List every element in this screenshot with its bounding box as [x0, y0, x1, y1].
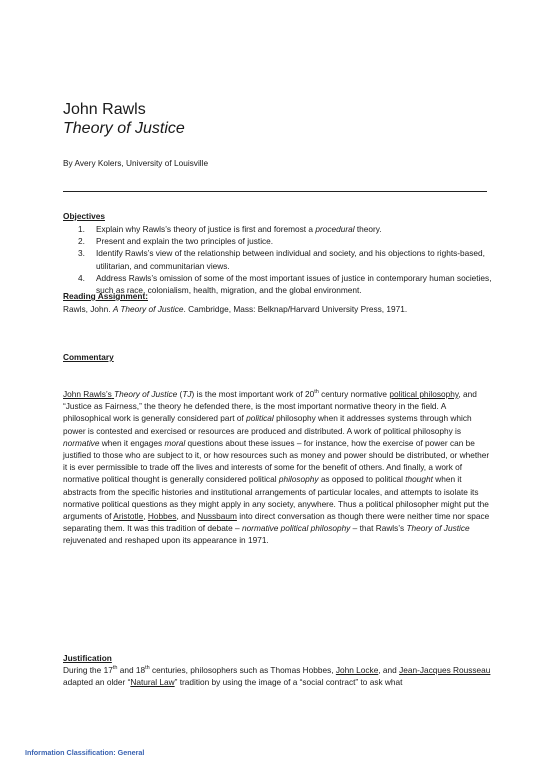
link-aristotle[interactable]: Aristotle: [113, 511, 144, 522]
link-hobbes[interactable]: Hobbes: [147, 511, 177, 522]
text: ) is the most important work of 20: [191, 389, 315, 399]
justification-heading: Justification: [63, 653, 112, 663]
objective-number: 2.: [78, 236, 85, 247]
link-john-rawls[interactable]: John Rawls’s: [63, 389, 112, 399]
objective-text: Address Rawls’s omission of some of the most important issues of justice in contemporary human societies, such as race, colonialism, health, migration, and the global environment.: [96, 272, 492, 296]
objectives-list: [63, 223, 493, 296]
book-title: Theory of Justice: [114, 389, 178, 399]
citation-text: . Cambridge, Mass: Belknap/Harvard University Press, 1971.: [183, 304, 408, 314]
author-byline: By Avery Kolers, University of Louisville: [63, 158, 209, 168]
superscript: th: [314, 389, 319, 395]
superscript: th: [112, 665, 118, 671]
emphasis: thought: [405, 474, 433, 485]
reading-citation: [63, 303, 407, 315]
text: rejuvenated and reshaped upon its appearance in 1971.: [63, 535, 269, 546]
objectives-heading: Objectives: [63, 211, 105, 221]
emphasis: political: [246, 413, 274, 424]
objective-text: Identify Rawls’s view of the relationship between individual and society, and his objections to rights-based, utilitarian, and communitarian views.: [96, 248, 485, 271]
objective-item: [63, 247, 493, 271]
text: During the 17: [63, 665, 113, 675]
link-political-philosophy[interactable]: political philosophy: [389, 389, 459, 399]
commentary-heading: Commentary: [63, 352, 114, 362]
emphasis: normative political philosophy: [241, 523, 351, 534]
objective-text: Explain why Rawls’s theory of justice is first and foremost a: [96, 224, 316, 234]
objective-number: 4.: [78, 272, 85, 283]
emphasis: normative: [63, 437, 100, 448]
text: and 18: [117, 665, 146, 675]
text: , and: [176, 511, 198, 522]
objective-text: theory.: [354, 224, 382, 234]
link-jean-jacques-rousseau[interactable]: Jean-Jacques Rousseau: [399, 665, 491, 675]
objective-item: [63, 223, 493, 235]
commentary-paragraph: [63, 388, 493, 547]
horizontal-rule: [63, 191, 487, 192]
emphasis: philosophy: [278, 474, 319, 485]
link-natural-law[interactable]: Natural Law: [130, 677, 175, 688]
text: questions about these issues – for instance, how the exercise of power can be justified to those who are subject to it, or how resources such as money and power should be distributed, or whether it is ever permissible to trade off the lives and interests of some for the benefit of others. And finally, a work of normative political thought is generally considered political: [63, 437, 490, 485]
objective-text: Present and explain the two principles of justice.: [96, 236, 274, 247]
objective-number: 1.: [78, 224, 85, 234]
text: centuries, philosophers such as Thomas Hobbes,: [149, 665, 336, 675]
text: into direct conversation as though there were neither time nor space separating them. It was this tradition of debate –: [63, 511, 490, 534]
text: – that Rawls’s: [350, 523, 407, 534]
objective-number: 3.: [78, 248, 85, 259]
objective-item: [63, 235, 493, 247]
text: , and “Justice as Fairness,” the theory he defended there, is the most important normative theory in the field. A philosophical work is generally considered part of: [63, 389, 477, 424]
text: when it engages: [99, 437, 165, 448]
justification-paragraph: [63, 664, 493, 688]
text: century normative: [318, 389, 390, 399]
text: , and: [378, 665, 400, 675]
text: adapted an older “: [63, 677, 131, 688]
link-john-locke[interactable]: John Locke: [335, 665, 379, 675]
classification-footer: Information Classification: General: [25, 748, 145, 757]
text: ,: [143, 511, 148, 522]
objective-emphasis: procedural: [315, 224, 355, 234]
document-subtitle: Theory of Justice: [63, 120, 185, 137]
reading-assignment-heading: Reading Assignment:: [63, 291, 148, 301]
book-title: Theory of Justice: [406, 523, 470, 534]
text: philosophy when it addresses systems through which power is contested and exercised or resources are produced and distributed. A work of political philosophy is: [63, 413, 472, 436]
abbreviation: TJ: [182, 389, 192, 399]
text: (: [177, 389, 183, 399]
superscript: th: [145, 665, 150, 671]
emphasis: moral: [164, 437, 186, 448]
text: as opposed to political: [318, 474, 406, 485]
document-title: John Rawls: [63, 101, 146, 118]
link-nussbaum[interactable]: Nussbaum: [197, 511, 237, 522]
text: ” tradition by using the image of a “social contract” to ask what: [174, 677, 403, 688]
text: when it abstracts from the specific histories and institutional arrangements of particular locales, and attempts to isolate its normative political questions as they might apply in any society, anywhere. Thus a political philosopher might put the arguments of: [63, 474, 489, 522]
citation-book-title: A Theory of Justice: [112, 304, 184, 314]
citation-text: Rawls, John.: [63, 304, 113, 314]
